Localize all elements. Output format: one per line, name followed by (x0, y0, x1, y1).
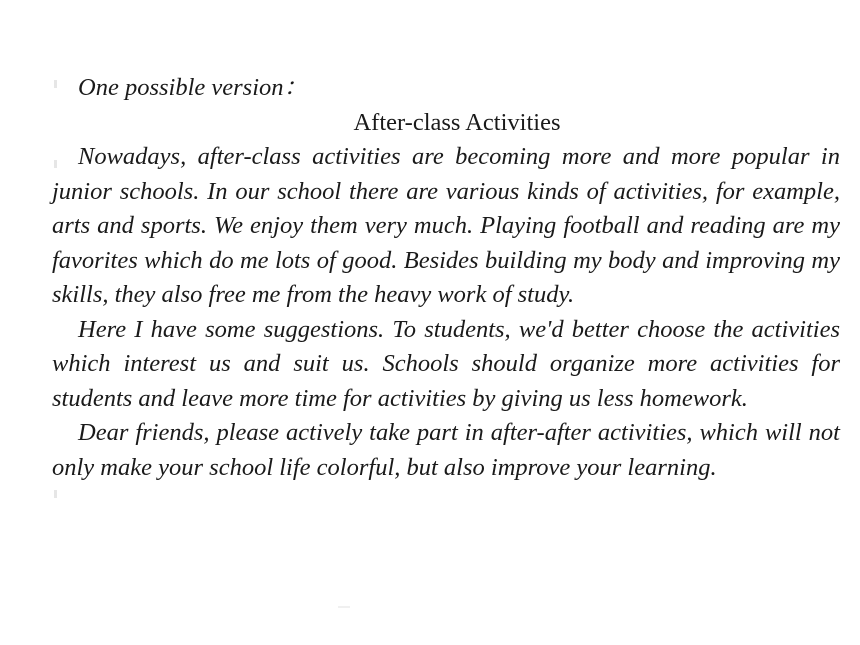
paragraph-2: Here I have some suggestions. To students, we'd better choose the activities which interest us and suit us. Schools should organize more activities for students and leave more time for activities by giving us less homework. (52, 315, 840, 412)
intro-line: One possible version： (78, 74, 308, 101)
paragraph-3: Dear friends, please actively take part in after-after activities, which will not only make your school life colorful, but also improve your learning. (52, 419, 840, 481)
paragraph-marker (54, 490, 57, 498)
essay-title: After-class Activities (353, 108, 561, 136)
essay-text (52, 71, 840, 485)
paragraph-1: Nowadays, after-class activities are becoming more and more popular in junior schools. In our school there are various kinds of activities, for example, arts and sports. We enjoy them very much. Playing football and reading are my favorites which do me lots of good. Besides building my body and improving my skills, they also free me from the heavy work of study. (52, 143, 840, 308)
scan-artifact (338, 606, 350, 608)
